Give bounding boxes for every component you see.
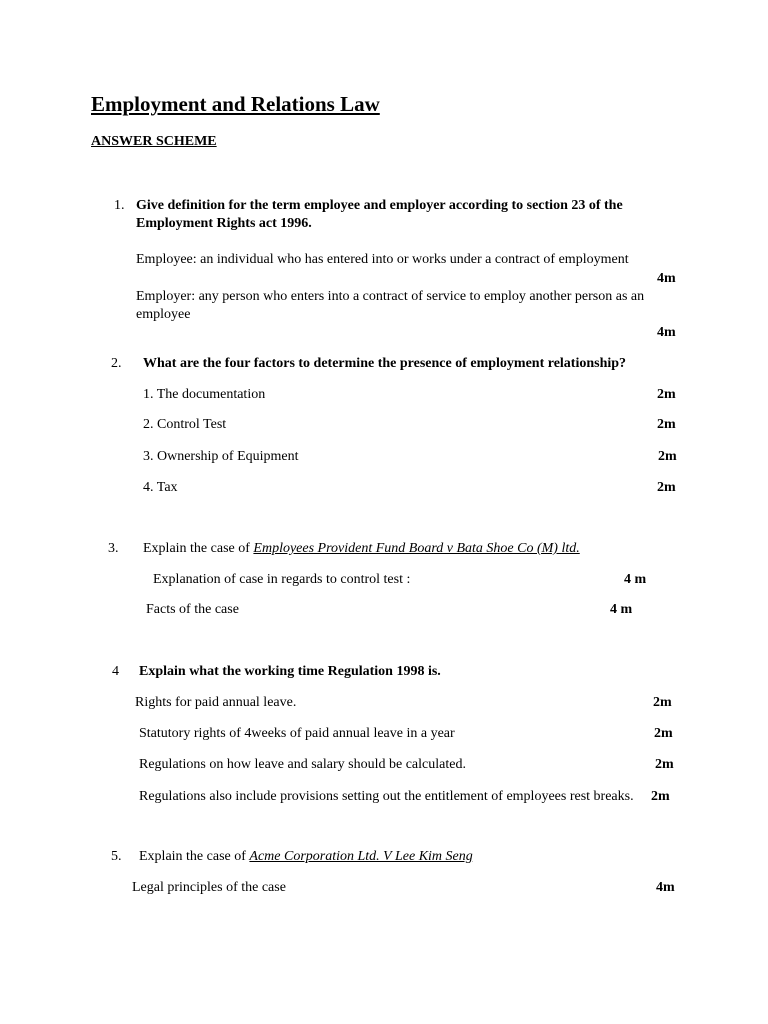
case-name-link: Acme Corporation Ltd. V Lee Kim Seng xyxy=(249,849,473,864)
page-title: Employment and Relations Law xyxy=(91,92,380,116)
question-text: What are the four factors to determine the presence of employment relationship? xyxy=(143,356,627,371)
mark-value: 4m xyxy=(657,271,676,286)
question-text: Give definition for the term employee and employer according to section 23 of the xyxy=(136,198,623,213)
mark-value: 2m xyxy=(658,449,677,464)
question-prefix: Explain the case of xyxy=(139,849,250,864)
answer-item: Regulations also include provisions setting out the entitlement of employees rest breaks. xyxy=(139,789,634,804)
mark-value: 4 m xyxy=(624,572,647,587)
question-text xyxy=(143,540,580,558)
answer-item: Statutory rights of 4weeks of paid annual leave in a year xyxy=(139,726,455,741)
answer-item: Explanation of case in regards to control test : xyxy=(153,572,411,587)
answer-item: 2. Control Test xyxy=(143,417,227,432)
answer-employee-definition: Employee: an individual who has entered into or works under a contract of employment xyxy=(136,252,629,267)
mark-value: 4m xyxy=(656,880,675,895)
mark-value: 4m xyxy=(657,325,676,340)
page-subtitle: ANSWER SCHEME xyxy=(91,134,217,149)
answer-item: Legal principles of the case xyxy=(132,880,286,895)
mark-value: 2m xyxy=(654,726,673,741)
mark-value: 2m xyxy=(653,695,672,710)
question-text-continued: Employment Rights act 1996. xyxy=(136,216,312,231)
mark-value: 2m xyxy=(651,789,670,804)
mark-value: 2m xyxy=(655,757,674,772)
answer-item: 3. Ownership of Equipment xyxy=(143,449,299,464)
question-number: 3. xyxy=(108,541,119,556)
mark-value: 2m xyxy=(657,480,676,495)
answer-item: Regulations on how leave and salary should be calculated. xyxy=(139,757,466,772)
answer-employer-definition: Employer: any person who enters into a contract of service to employ another person as an xyxy=(136,289,645,304)
case-name-link: Employees Provident Fund Board v Bata Shoe Co (M) ltd. xyxy=(253,541,580,556)
mark-value: 4 m xyxy=(610,602,633,617)
question-number: 5. xyxy=(111,849,122,864)
mark-value: 2m xyxy=(657,387,676,402)
answer-item: 4. Tax xyxy=(143,480,178,495)
mark-value: 2m xyxy=(657,417,676,432)
question-number: 1. xyxy=(114,198,125,213)
answer-item: Facts of the case xyxy=(146,602,239,617)
question-text: Explain what the working time Regulation 1998 is. xyxy=(139,664,441,679)
answer-item: 1. The documentation xyxy=(143,387,266,402)
question-prefix: Explain the case of xyxy=(143,541,254,556)
question-number: 2. xyxy=(111,356,122,371)
answer-employer-definition-continued: employee xyxy=(136,307,191,322)
answer-item: Rights for paid annual leave. xyxy=(135,695,297,710)
question-text xyxy=(139,848,473,866)
question-number: 4 xyxy=(112,664,119,679)
